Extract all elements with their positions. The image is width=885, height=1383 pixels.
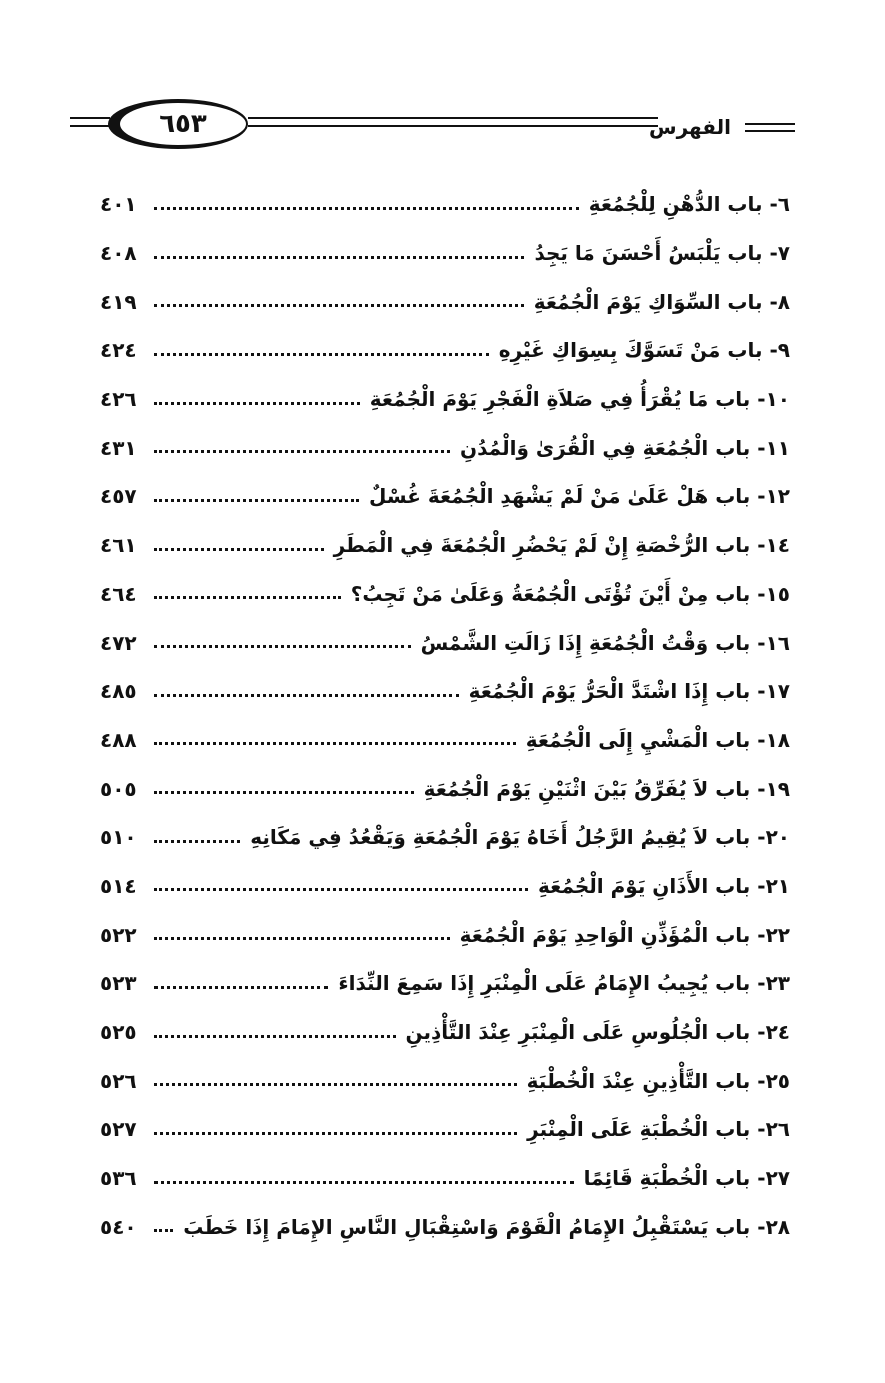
header-rule-right-bottom (745, 130, 795, 132)
toc-entry-page: ٥٢٧ (100, 1117, 137, 1142)
dot-leader (154, 986, 328, 989)
page-number-oval (108, 99, 248, 149)
header-rule-middle-top (248, 117, 658, 119)
page-title: الفهرس (648, 115, 731, 139)
toc-entry (100, 1105, 790, 1154)
toc-entry (100, 1154, 790, 1203)
toc-entry-page: ٤٢٦ (100, 387, 137, 412)
dot-leader (154, 1083, 517, 1086)
header-rule-middle-bottom (248, 125, 658, 127)
toc-entry-title: ١٢- باب هَلْ عَلَىٰ مَنْ لَمْ يَشْهَدِ الْجُمُعَةَ غُسْلٌ (369, 484, 790, 509)
toc-entry (100, 910, 790, 959)
dot-leader (154, 840, 240, 843)
toc-entry-title: ١٤- باب الرُّخْصَةِ إِنْ لَمْ يَحْضُرِ الْجُمُعَةَ فِي الْمَطَرِ (333, 533, 790, 558)
toc-entry-title: ٢٥- باب التَّأْذِينِ عِنْدَ الْخُطْبَةِ (526, 1068, 790, 1093)
toc-entry (100, 375, 790, 424)
toc-entry-title: ٢٧- باب الْخُطْبَةِ قَائِمًا (583, 1166, 790, 1191)
toc-entry-title: ٢٤- باب الْجُلُوسِ عَلَى الْمِنْبَرِ عِنْدَ التَّأْذِينِ (405, 1020, 790, 1045)
toc-entry-page: ٥٠٥ (100, 776, 137, 801)
dot-leader (154, 304, 524, 307)
toc-entry (100, 229, 790, 278)
toc-entry (100, 472, 790, 521)
toc-entry-title: ٢٦- باب الْخُطْبَةِ عَلَى الْمِنْبَرِ (527, 1117, 790, 1142)
toc-entry-title: ١٨- باب الْمَشْيِ إِلَى الْجُمُعَةِ (525, 727, 790, 752)
dot-leader (154, 256, 524, 259)
toc-entry (100, 667, 790, 716)
toc-entry-page: ٤٦١ (100, 533, 137, 558)
dot-leader (154, 596, 341, 599)
toc-entry-title: ٦- باب الدُّهْنِ لِلْجُمُعَةِ (588, 192, 790, 217)
toc-entry-page: ٥٢٥ (100, 1020, 137, 1045)
toc-entry-title: ١٦- باب وَقْتُ الْجُمُعَةِ إِذَا زَالَتِ الشَّمْسُ (420, 630, 790, 655)
toc-entry-page: ٤٧٢ (100, 630, 137, 655)
header-rule-left-top (70, 117, 110, 119)
table-of-contents (100, 180, 790, 1251)
dot-leader (154, 1132, 517, 1135)
toc-entry-page: ٤٢٤ (100, 338, 137, 363)
toc-entry-title: ١٧- باب إِذَا اشْتَدَّ الْحَرُّ يَوْمَ الْجُمُعَةِ (468, 679, 790, 704)
toc-entry (100, 813, 790, 862)
toc-entry (100, 959, 790, 1008)
dot-leader (154, 937, 450, 940)
dot-leader (154, 499, 359, 502)
toc-entry-page: ٥٤٠ (100, 1214, 137, 1239)
toc-entry (100, 423, 790, 472)
toc-entry-page: ٥٣٦ (100, 1166, 137, 1191)
toc-entry-page: ٥١٠ (100, 825, 137, 850)
toc-entry (100, 1008, 790, 1057)
toc-entry-title: ٨- باب السِّوَاكِ يَوْمَ الْجُمُعَةِ (533, 289, 790, 314)
toc-entry (100, 862, 790, 911)
dot-leader (154, 888, 528, 891)
dot-leader (154, 1035, 396, 1038)
toc-entry (100, 764, 790, 813)
toc-entry-page: ٤٣١ (100, 435, 137, 460)
dot-leader (154, 645, 411, 648)
dot-leader (154, 742, 516, 745)
toc-entry-page: ٥٢٣ (100, 971, 137, 996)
dot-leader (154, 353, 489, 356)
toc-entry-title: ١٩- باب لاَ يُفَرِّقُ بَيْنَ اثْنَيْنِ يَوْمَ الْجُمُعَةِ (423, 776, 790, 801)
toc-entry (100, 716, 790, 765)
toc-entry-page: ٤٨٥ (100, 679, 137, 704)
toc-entry-page: ٤٨٨ (100, 727, 137, 752)
toc-entry (100, 277, 790, 326)
toc-entry-title: ٢٢- باب الْمُؤَذِّنِ الْوَاحِدِ يَوْمَ الْجُمُعَةِ (459, 922, 790, 947)
toc-entry-page: ٤٥٧ (100, 484, 137, 509)
dot-leader (154, 207, 579, 210)
toc-entry-page: ٥٢٢ (100, 922, 137, 947)
page-number: ٦٥٣ (159, 109, 207, 139)
toc-entry-title: ٧- باب يَلْبَسُ أَحْسَنَ مَا يَجِدُ (534, 241, 790, 266)
toc-entry (100, 521, 790, 570)
toc-entry-page: ٤٦٤ (100, 581, 137, 606)
dot-leader (154, 1181, 574, 1184)
toc-entry (100, 1202, 790, 1251)
toc-entry (100, 1056, 790, 1105)
toc-entry-title: ٩- باب مَنْ تَسَوَّكَ بِسِوَاكِ غَيْرِهِ (498, 338, 790, 363)
toc-entry-title: ١٥- باب مِنْ أَيْنَ تُؤْتَى الْجُمُعَةُ وَعَلَىٰ مَنْ تَجِبُ؟ (350, 581, 790, 606)
dot-leader (154, 450, 450, 453)
toc-entry-title: ٢٨- باب يَسْتَقْبِلُ الإِمَامُ الْقَوْمَ وَاسْتِقْبَالِ النَّاسِ الإِمَامَ إِذَا خَطَبَ (183, 1214, 790, 1239)
header-rule-left-bottom (70, 125, 110, 127)
toc-entry-page: ٥١٤ (100, 873, 137, 898)
toc-entry-title: ١١- باب الْجُمُعَةِ فِي الْقُرَىٰ وَالْمُدُنِ (460, 435, 790, 460)
dot-leader (154, 548, 324, 551)
toc-entry (100, 570, 790, 619)
dot-leader (154, 402, 360, 405)
toc-entry-page: ٤١٩ (100, 289, 137, 314)
toc-entry-title: ٢١- باب الأَذَانِ يَوْمَ الْجُمُعَةِ (538, 873, 790, 898)
toc-entry-page: ٤٠١ (100, 192, 137, 217)
toc-entry-page: ٥٢٦ (100, 1068, 137, 1093)
toc-entry-title: ٢٠- باب لاَ يُقِيمُ الرَّجُلُ أَخَاهُ يَوْمَ الْجُمُعَةِ وَيَقْعُدُ فِي مَكَانِهِ (250, 825, 790, 850)
toc-entry (100, 326, 790, 375)
toc-entry-title: ١٠- باب مَا يُقْرَأُ فِي صَلاَةِ الْفَجْرِ يَوْمَ الْجُمُعَةِ (369, 387, 790, 412)
toc-entry (100, 618, 790, 667)
dot-leader (154, 1229, 173, 1232)
header-rule-right-top (745, 123, 795, 125)
dot-leader (154, 694, 459, 697)
toc-entry-page: ٤٠٨ (100, 241, 137, 266)
toc-entry (100, 180, 790, 229)
toc-entry-title: ٢٣- باب يُجِيبُ الإِمَامُ عَلَى الْمِنْبَرِ إِذَا سَمِعَ النِّدَاءَ (338, 971, 790, 996)
page-header (70, 95, 795, 159)
dot-leader (154, 791, 414, 794)
